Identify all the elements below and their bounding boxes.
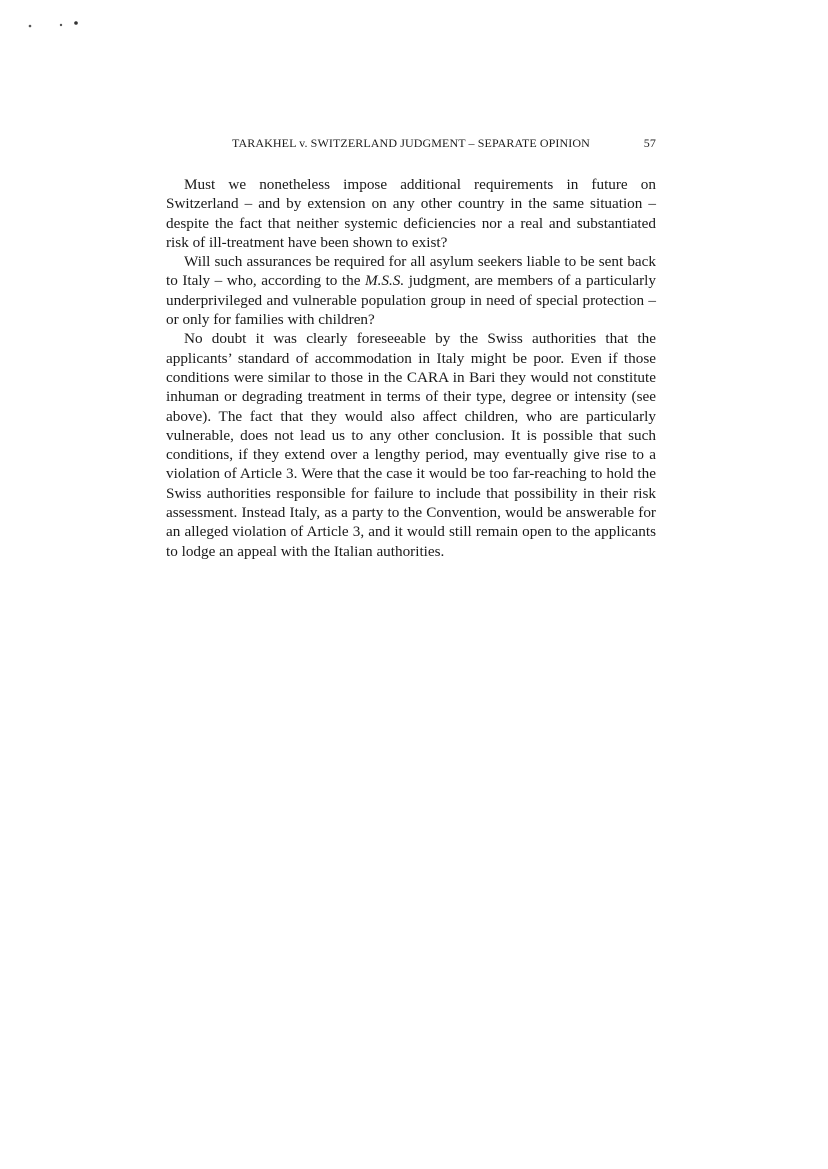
paragraph-2-before: Will such assurances be required for all asylum seekers liable to be sent back to Italy – who, according to the bbox=[166, 253, 656, 290]
header-title: TARAKHEL v. SWITZERLAND JUDGMENT – SEPARATE OPINION bbox=[232, 136, 590, 150]
page-number: 57 bbox=[643, 136, 656, 150]
paragraph-2 bbox=[166, 252, 656, 329]
case-name-emphasis: M.S.S. bbox=[364, 272, 405, 290]
running-header bbox=[166, 133, 656, 151]
paragraph-1: Must we nonetheless impose additional requirements in future on Switzerland – and by extension on any other country in the same situation – despite the fact that neither systemic deficiencies nor a real and substantiated risk of ill-treatment have been shown to exist? bbox=[166, 176, 656, 251]
paragraph-3: No doubt it was clearly foreseeable by the Swiss authorities that the applicants’ standard of accommodation in Italy might be poor. Even if those conditions were similar to those in the CARA in Bari they would not constitute inhuman or degrading treatment in terms of their type, degree or intensity (see above). The fact that they would also affect children, who are particularly vulnerable, does not lead us to any other conclusion. It is possible that such conditions, if they extend over a lengthy period, may eventually give rise to a violation of Article 3. Were that the case it would be too far-reaching to hold the Swiss authorities responsible for failure to include that possibility in their risk assessment. Instead Italy, as a party to the Convention, would be answerable for an alleged violation of Article 3, and it would still remain open to the applicants to lodge an appeal with the Italian authorities. bbox=[166, 330, 656, 560]
body-text bbox=[166, 175, 656, 561]
paragraph-2-after: judgment, are members of a particularly underprivileged and vulnerable population group in need of special protection – or only for families with children? bbox=[166, 272, 656, 329]
scan-artifact-marks bbox=[26, 18, 86, 30]
